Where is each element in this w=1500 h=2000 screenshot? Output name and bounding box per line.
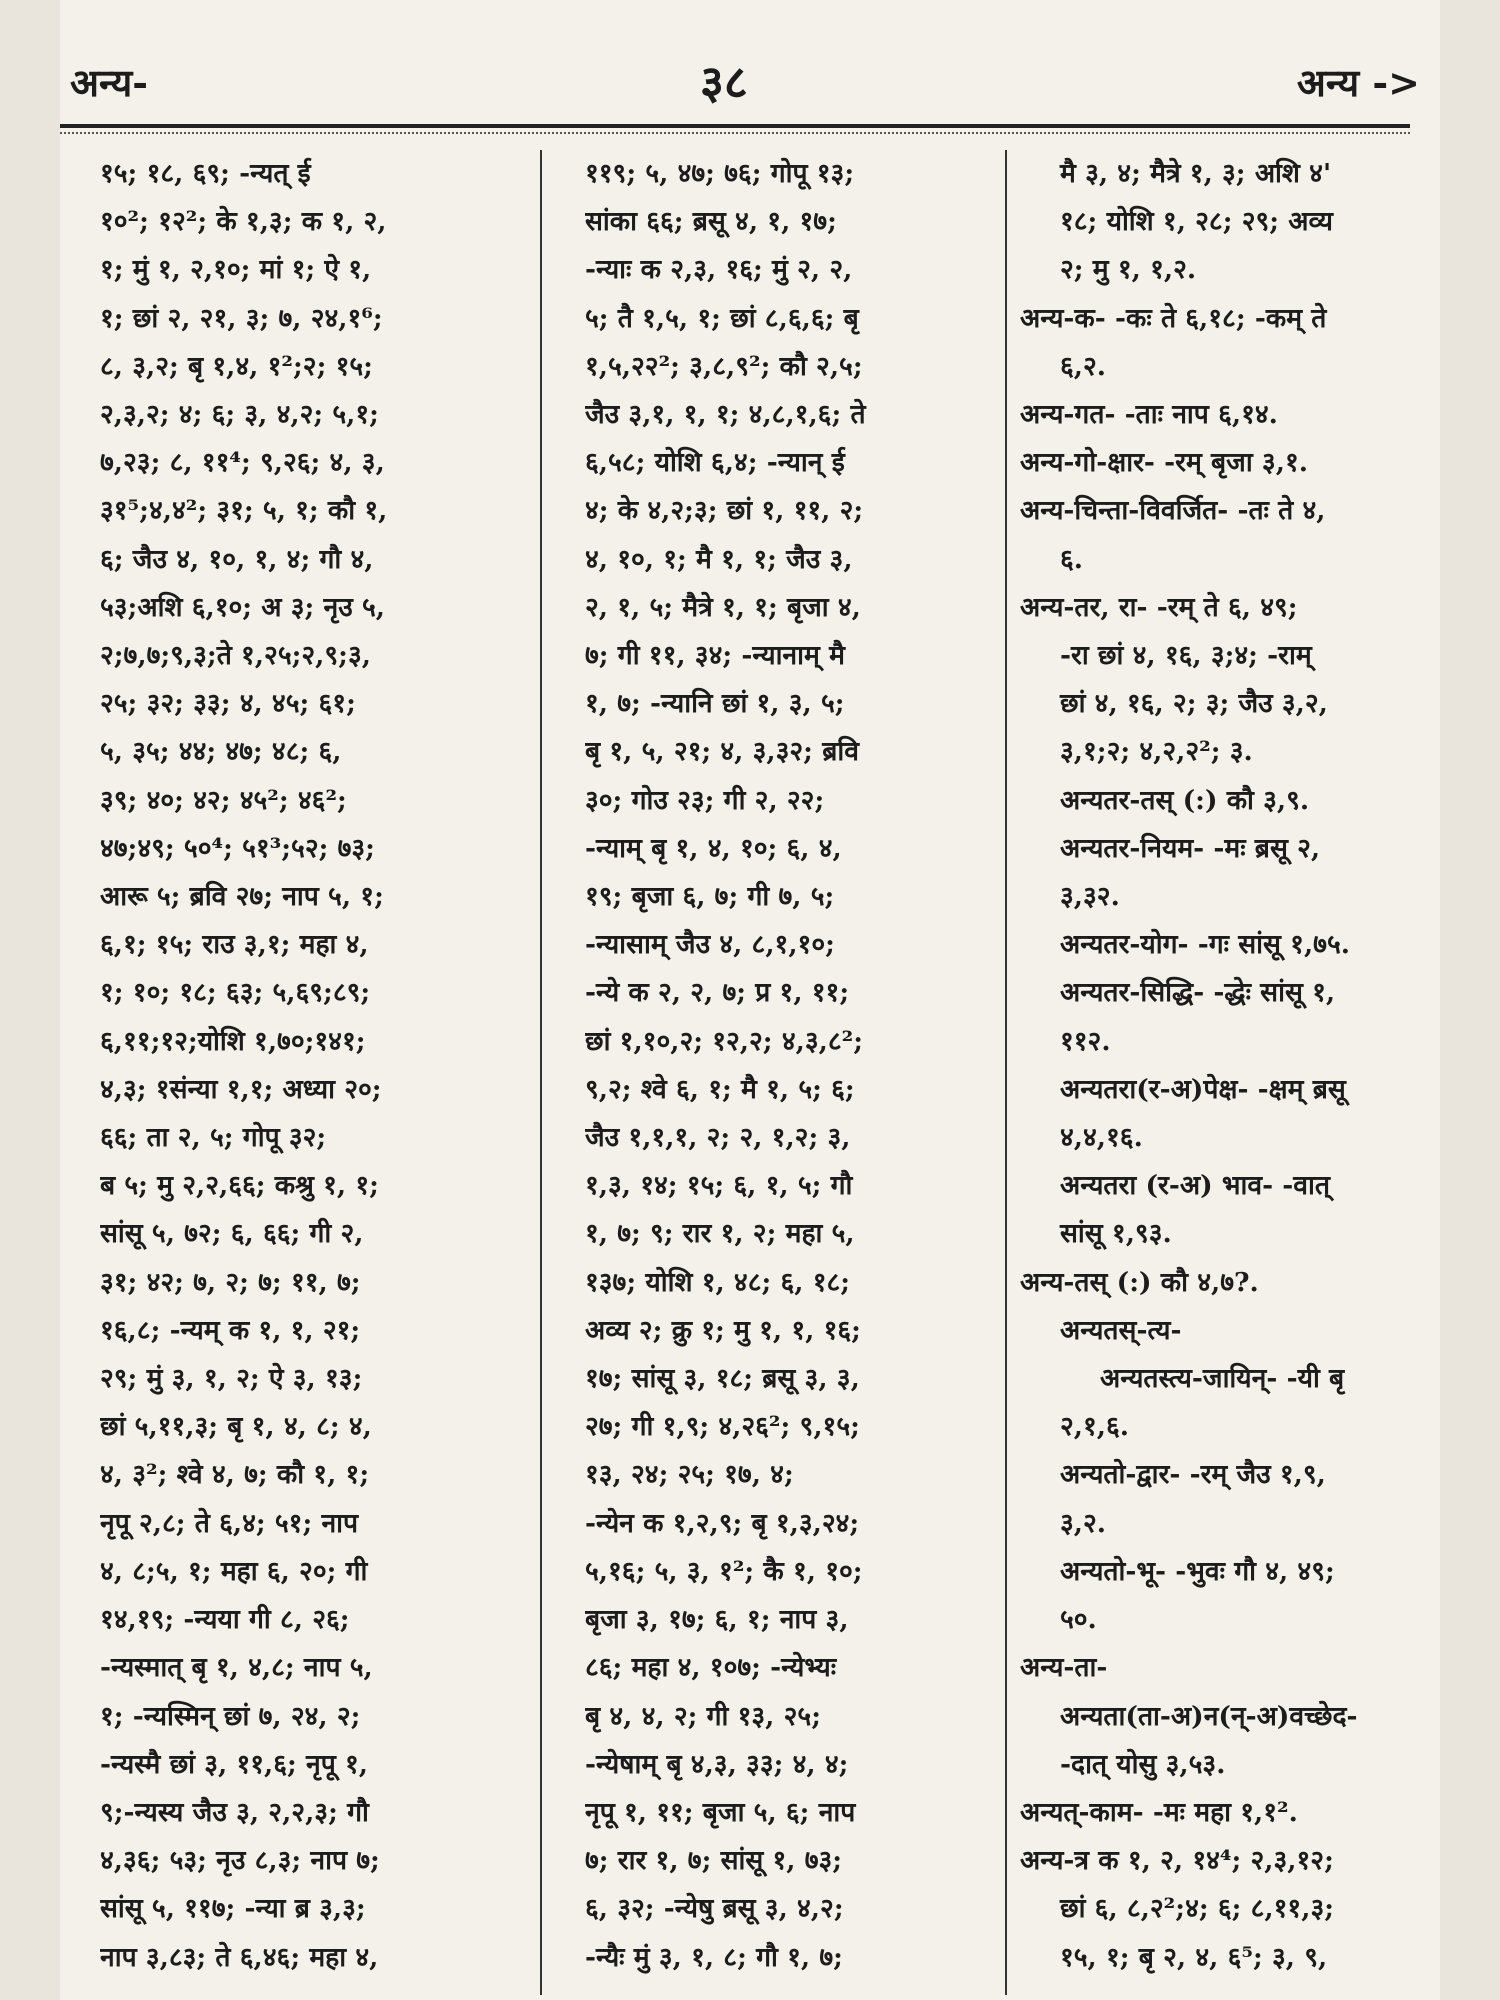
entry-line: नृपू २,८; ते ६,४; ५१; नाप (100, 1507, 359, 1539)
entry-line: ३१⁵;४,४²; ३१; ५, १; कौ १, (100, 495, 388, 527)
entry-line: सांसू ५, ११७; -न्या ब्र ३,३; (100, 1893, 366, 1925)
entry-line: आरू ५; ब्रवि २७; नाप ५, १; (100, 881, 384, 913)
entry-line: २,१,६. (1060, 1411, 1130, 1443)
entry-line: अन्यतस्-त्य- (1060, 1314, 1182, 1346)
entry-line: १,५,२२²; ३,८,९²; कौ २,५; (585, 350, 863, 382)
entry-line: ७; गी ११, ३४; -न्यानाम् मै (585, 640, 845, 672)
entry-line: छां ६, ८,२²;४; ६; ८,११,३; (1060, 1893, 1335, 1925)
entry-line: अन्य-गत- -ताः नाप ६,१४. (1020, 399, 1278, 431)
entry-line: १९; बृजा ६, ७; गी ७, ५; (585, 881, 835, 913)
entry-line: १५, १; बृ २, ४, ६⁵; ३, ९, (1060, 1941, 1328, 1973)
entry-line: ५, ३५; ४४; ४७; ४८; ६, (100, 736, 342, 768)
entry-line: अन्यतर-योग- -गः सांसू १,७५. (1060, 929, 1350, 961)
entry-line: अन्यतरा(र-अ)पेक्ष- -क्षम् ब्रसू (1060, 1073, 1346, 1105)
entry-line: जैउ १,१,१, २; २, १,२; ३, (585, 1122, 851, 1154)
entry-line: ३,१;२; ४,२,२²; ३. (1060, 736, 1253, 768)
entry-line: -रा छां ४, १६, ३;४; -राम् (1060, 640, 1312, 672)
entry-line: अन्य-क- -कः ते ६,१८; -कम् ते (1020, 302, 1327, 334)
entry-line: सांसू १,९३. (1060, 1218, 1172, 1250)
entry-line: ३,३२. (1060, 881, 1120, 913)
entry-line: १,३, १४; १५; ६, १, ५; गौ (585, 1170, 853, 1202)
entry-line: -न्येषाम् बृ ४,३, ३३; ४, ४; (585, 1748, 849, 1780)
running-head-left: अन्य- (70, 60, 149, 105)
entry-line: ११९; ५, ४७; ७६; गोपू १३; (585, 158, 855, 189)
entry-line: अन्य-ता- (1020, 1652, 1108, 1684)
entry-line: ६,१; १५; राउ ३,१; महा ४, (100, 929, 369, 961)
entry-line: बृ १, ५, २१; ४, ३,३२; ब्रवि (585, 736, 859, 768)
entry-line: ४, ३²; श्वे ४, ७; कौ १, १; (100, 1459, 370, 1491)
entry-line: ४,३; १संन्या १,१; अध्या २०; (100, 1073, 382, 1105)
entry-line: २९; मुं ३, १, २; ऐ ३, १३; (100, 1363, 363, 1395)
entry-line: -न्येन क १,२,९; बृ १,३,२४; (585, 1507, 860, 1539)
entry-line: ५३;अशि ६,१०; अ ३; नृउ ५, (100, 591, 385, 623)
entry-line: ५,१६; ५, ३, १²; कै १, १०; (585, 1555, 863, 1587)
entry-line: २,३,२; ४; ६; ३, ४,२; ५,१; (100, 399, 379, 431)
entry-line: -न्यैः मुं ३, १, ८; गौ १, ७; (585, 1941, 843, 1973)
entry-line: ९,२; श्वे ६, १; मै १, ५; ६; (585, 1073, 855, 1105)
entry-line: बृजा ३, १७; ६, १; नाप ३, (585, 1604, 849, 1636)
entry-line: सांसू ५, ७२; ६, ६६; गी २, (100, 1218, 364, 1250)
entry-line: ३०; गोउ २३; गी २, २२; (585, 784, 825, 816)
entry-line: २५; ३२; ३३; ४, ४५; ६१; (100, 688, 356, 720)
entry-line: ६,११;१२;योशि १,७०;१४१; (100, 1025, 366, 1057)
entry-line: ८, ३,२; बृ १,४, १²;२; १५; (100, 350, 373, 382)
entry-line: १४,१९; -न्यया गी ८, २६; (100, 1604, 350, 1636)
entry-line: ६, ३२; -न्येषु ब्रसू ३, ४,२; (585, 1893, 844, 1925)
entry-line: -न्यासाम् जैउ ४, ८,१,१०; (585, 929, 835, 961)
entry-line: ४,३६; ५३; नृउ ८,३; नाप ७; (100, 1845, 380, 1877)
entry-line: नृपू १, ११; बृजा ५, ६; नाप (585, 1796, 856, 1828)
entry-line: १, ७; -न्यानि छां १, ३, ५; (585, 688, 845, 720)
entry-line: १; १०; १८; ६३; ५,६९;८९; (100, 977, 371, 1009)
column-1 (100, 150, 540, 1990)
entry-line: छां १,१०,२; १२,२; ४,३,८²; (585, 1025, 863, 1057)
running-head-right: अन्य -> (1296, 60, 1420, 105)
entry-line: ४७;४९; ५०⁴; ५१³;५२; ७३; (100, 832, 375, 864)
entry-line: -न्यस्मै छां ३, ११,६; नृपू १, (100, 1748, 369, 1780)
entry-line: छां ५,११,३; बृ १, ४, ८; ४, (100, 1411, 372, 1443)
entry-line: ६. (1060, 543, 1084, 575)
entry-line: ४, ८;५, १; महा ६, २०; गी (100, 1555, 368, 1587)
entry-line: ९;-न्यस्य जैउ ३, २,२,३; गौ (100, 1796, 369, 1828)
entry-line: ७,२३; ८, ११⁴; ९,२६; ४, ३, (100, 447, 385, 479)
entry-line: सांका ६६; ब्रसू ४, १, १७; (585, 206, 837, 238)
entry-line: जैउ ३,१, १, १; ४,८,१,६; ते (585, 399, 866, 431)
entry-line: २;७,७;९,३;ते १,२५;२,९;३, (100, 640, 371, 672)
column-2 (585, 150, 1025, 1990)
entry-line: मै ३, ४; मैत्रे १, ३; अशि ४' (1060, 158, 1332, 189)
entry-line: ६; जैउ ४, १०, १, ४; गौ ४, (100, 543, 374, 575)
entry-line: ५; तै १,५, १; छां ८,६,६; बृ (585, 302, 859, 334)
entry-line: अन्य-चिन्ता-विवर्जित- -तः ते ४, (1020, 495, 1326, 527)
entry-line: २, १, ५; मैत्रे १, १; बृजा ४, (585, 591, 861, 623)
entry-line: अन्यता(ता-अ)न(न्-अ)वच्छेद- (1060, 1700, 1358, 1732)
entry-line: अन्यतो-द्वार- -रम् जैउ १,९, (1060, 1459, 1326, 1491)
entry-line: १७; सांसू ३, १८; ब्रसू ३, ३, (585, 1363, 860, 1395)
entry-line: ३,२. (1060, 1507, 1107, 1539)
entry-line: १८; योशि १, २८; २९; अव्य (1060, 206, 1333, 238)
entry-line: ११२. (1060, 1025, 1111, 1057)
entry-line: -न्ये क २, २, ७; प्र १, ११; (585, 977, 850, 1009)
entry-line: बृ ४, ४, २; गी १३, २५; (585, 1700, 821, 1732)
entry-line: १, ७; ९; रार १, २; महा ५, (585, 1218, 855, 1250)
column-3 (1020, 150, 1440, 1990)
entry-line: ५०. (1060, 1604, 1097, 1636)
entry-line: २; मु १, १,२. (1060, 254, 1197, 286)
entry-line: नाप ३,८३; ते ६,४६; महा ४, (100, 1941, 379, 1973)
header-dotted-rule (60, 132, 1410, 134)
dictionary-page (60, 0, 1440, 2000)
header-rule (60, 124, 1410, 128)
entry-line: अन्य-तस् (:) कौ ४,७?. (1020, 1266, 1259, 1298)
entry-line: ७; रार १, ७; सांसू १, ७३; (585, 1845, 843, 1877)
entry-line: -न्यस्मात् बृ १, ४,८; नाप ५, (100, 1652, 373, 1684)
entry-line: १३७; योशि १, ४८; ६, १८; (585, 1266, 851, 1298)
entry-line: १६,८; -न्यम् क १, १, २१; (100, 1314, 361, 1346)
page-number: ३८ (700, 55, 748, 109)
entry-line: अन्यतस्त्य-जायिन्- -यी बृ (1100, 1363, 1345, 1395)
entry-line: छां ४, १६, २; ३; जैउ ३,२, (1060, 688, 1328, 720)
entry-line: ३९; ४०; ४२; ४५²; ४६²; (100, 784, 347, 816)
column-divider (540, 150, 542, 1995)
entry-line: अन्य-गो-क्षार- -रम् बृजा ३,१. (1020, 447, 1308, 479)
entry-line: ४,४,१६. (1060, 1122, 1143, 1154)
entry-line: -न्याः क २,३, १६; मुं २, २, (585, 254, 853, 286)
entry-line: अन्यतो-भू- -भुवः गौ ४, ४९; (1060, 1555, 1335, 1587)
entry-line: २७; गी १,९; ४,२६²; ९,१५; (585, 1411, 860, 1443)
entry-line: ६,२. (1060, 350, 1107, 382)
entry-line: ४; के ४,२;३; छां १, ११, २; (585, 495, 864, 527)
entry-line: अन्यत्-काम- -मः महा १,१². (1020, 1796, 1298, 1828)
entry-line: ८६; महा ४, १०७; -न्येभ्यः (585, 1652, 837, 1684)
entry-line: अन्य-त्र क १, २, १४⁴; २,३,१२; (1020, 1845, 1334, 1877)
entry-line: १५; १८, ६९; -न्यत् ई (100, 158, 311, 189)
entry-line: १; छां २, २१, ३; ७, २४,१⁶; (100, 302, 383, 334)
entry-line: ६६; ता २, ५; गोपू ३२; (100, 1122, 327, 1154)
page-header (60, 48, 1440, 128)
entry-line: अन्यतर-तस् (:) कौ ३,९. (1060, 784, 1310, 816)
entry-line: १; -न्यस्मिन् छां ७, २४, २; (100, 1700, 361, 1732)
entry-line: १३, २४; २५; १७, ४; (585, 1459, 794, 1491)
entry-line: अन्यतरा (र-अ) भाव- -वात् (1060, 1170, 1331, 1202)
entry-line: ब ५; मु २,२,६६; कश्रु १, १; (100, 1170, 379, 1202)
entry-line: ६,५८; योशि ६,४; -न्यान् ई (585, 447, 845, 479)
entry-line: ४, १०, १; मै १, १; जैउ ३, (585, 543, 853, 575)
entry-line: १०²; १२²; के १,३; क १, २, (100, 206, 387, 238)
entry-line: १; मुं १, २,१०; मां १; ऐ १, (100, 254, 372, 286)
entry-line: अन्यतर-सिद्धि- -द्धेः सांसू १, (1060, 977, 1336, 1009)
entry-line: अन्यतर-नियम- -मः ब्रसू २, (1060, 832, 1321, 864)
entry-line: अव्य २; क्रु १; मु १, १, १६; (585, 1314, 861, 1346)
entry-line: ३१; ४२; ७, २; ७; ११, ७; (100, 1266, 361, 1298)
entry-line: -दात् योसु ३,५३. (1060, 1748, 1226, 1780)
entry-line: -न्याम् बृ १, ४, १०; ६, ४, (585, 832, 842, 864)
entry-line: अन्य-तर, रा- -रम् ते ६, ४९; (1020, 591, 1298, 623)
